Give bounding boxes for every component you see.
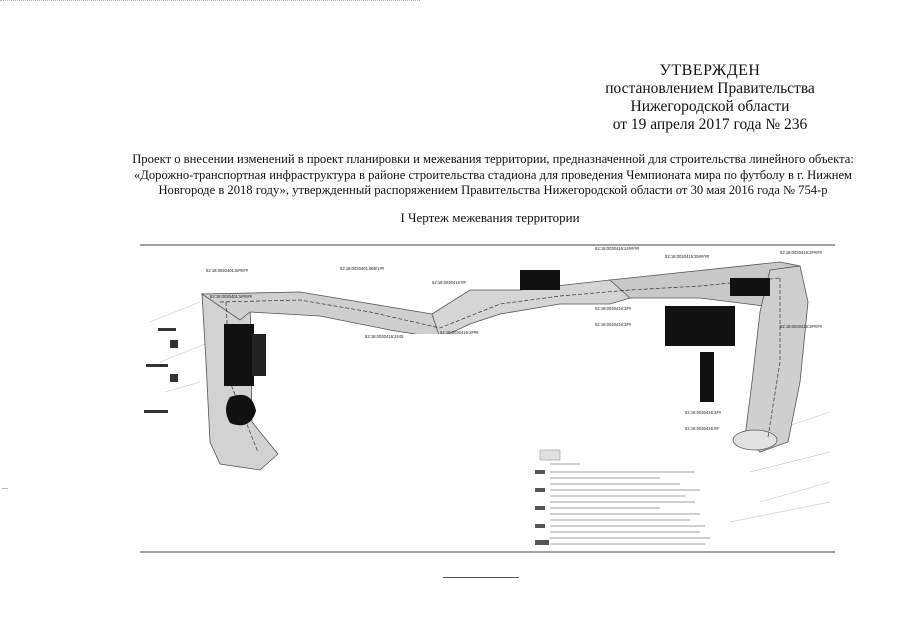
parcel-label: 52:18:0030416:## [432,280,466,285]
parcel-label: 52:18:0030416:2## [685,410,722,415]
parcel-label: 52:18:0030401:5##/## [210,294,252,299]
parcel-label: 52:18:0030416:3## [595,306,632,311]
project-line-3: Новгороде в 2018 году», утвержденный распоряжением Правительства Нижегородской области от 30 мая 2016 года № 754-р [158,183,828,197]
parcel-label: 52:18:0030416:25##/## [665,254,710,259]
scan-artifact-mark [2,488,8,489]
parcel-label: 52:18:0030416:24##/## [595,246,640,251]
footer-rule [443,577,519,578]
building-5 [665,306,735,346]
roundabout [733,430,777,450]
building-7 [730,278,770,296]
project-description [108,152,878,199]
building-6 [700,352,714,402]
parcel-label: 52:18:0030401:968/1## [340,266,385,271]
scan-artifact-dots [0,0,420,4]
building-1 [224,324,254,386]
approval-block [560,62,860,134]
building-4 [520,270,560,290]
project-line-2: «Дорожно-транспортная инфраструктура в районе строительства стадиона для проведения Чемпионата мира по футболу в г. Нижнем [133,167,852,182]
building-2 [252,334,266,376]
parcel-label: 52:18:0030416:2445 [365,334,404,339]
approval-line-1: постановлением Правительства [605,80,815,97]
project-line-1: Проект о внесении изменений в проект планировки и межевания территории, предназначенной для строительства линейного объекта: [132,152,854,166]
parcel-label: 52:18:0030416:3## [595,322,632,327]
parcel-label: 52:18:0030401:5##/## [206,268,248,273]
parcel-label: 52:18:0030416:3##/## [780,324,822,329]
empty-zone [280,334,660,494]
parcel-label: 52:18:0030416:## [685,426,719,431]
approval-line-3: от 19 апреля 2017 года № 236 [612,116,808,133]
approval-heading: УТВЕРЖДЕН [659,62,761,79]
survey-map [140,242,835,554]
approval-line-2: Нижегородской области [630,98,790,115]
parcel-label: 52:18:0030416:2##/## [780,250,822,255]
section-title: I Чертеж межевания территории [400,210,580,225]
left-tags [144,328,178,413]
parcel-label: 52:18:0030416:2##9 [440,330,479,335]
